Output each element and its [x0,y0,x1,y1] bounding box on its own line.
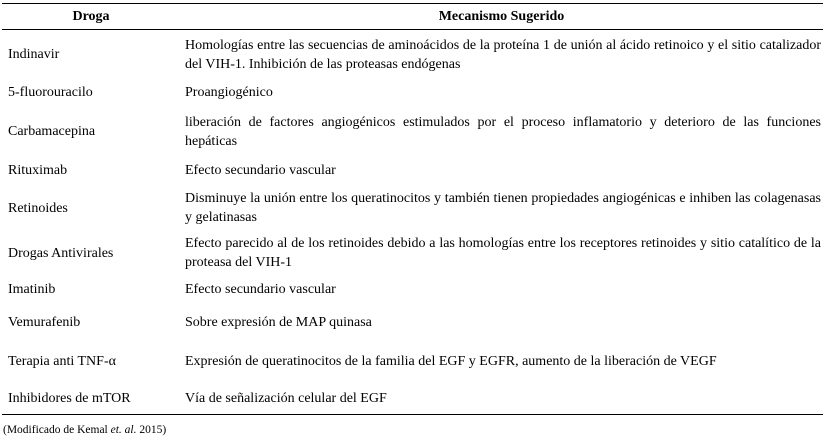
header-drug: Droga [2,4,180,30]
drug-cell: Rituximab [8,163,68,178]
mechanism-cell: Efecto secundario vascular [185,163,336,178]
table-row [2,158,823,184]
drug-cell: Terapia anti TNF-α [8,353,116,369]
mechanism-cell: Efecto secundario vascular [185,282,336,297]
mechanism-cell: Disminuye la unión entre los queratinocitos y también tienen propiedades angiogénicas e inhiben las colagenasas y gelatinasas [185,191,821,225]
table-row [2,233,823,274]
mechanism-cell: liberación de factores angiogénicos estimulados por el proceso inflamatorio y deterioro de las funciones hepáticas [185,114,821,149]
table-row [2,184,823,233]
source-prefix: (Modificado de Kemal [3,424,108,436]
table-header-row [2,4,823,30]
source-italic: et. al. [110,424,137,436]
drug-cell: Retinoides [8,200,68,216]
mechanism-cell: Vía de señalización celular del EGF [180,384,823,415]
source-suffix: 2015) [139,424,167,436]
table-row [2,274,823,306]
table-row [2,30,823,80]
drug-cell: Inhibidores de mTOR [2,384,180,415]
drug-mechanism-table-container [2,3,823,415]
drug-cell: 5-fluorouracilo [8,85,93,100]
drug-cell: Drogas Antivirales [8,245,114,261]
mechanism-cell: Proangiogénico [185,85,273,100]
drug-cell: Imatinib [8,282,56,297]
source-citation [3,423,166,437]
table-row [2,80,823,106]
mechanism-cell: Sobre expresión de MAP quinasa [185,314,372,330]
table-row [2,339,823,384]
drug-cell: Vemurafenib [8,314,81,330]
header-mechanism: Mecanismo Sugerido [180,4,823,30]
drug-cell: Indinavir [8,47,60,63]
drug-mechanism-table [2,3,823,415]
mechanism-cell: Expresión de queratinocitos de la familia del EGF y EGFR, aumento de la liberación de VEGF [185,353,717,369]
table-row [2,106,823,158]
table-row [2,306,823,339]
table-row [2,384,823,415]
mechanism-cell: Homologías entre las secuencias de aminoácidos de la proteína 1 de unión al ácido retinoico y el sitio catalizador del VIH-1. Inhibición de las proteasas endógenas [185,37,821,72]
drug-cell: Carbamacepina [8,124,96,139]
mechanism-cell: Efecto parecido al de los retinoides debido a las homologías entre los receptores retinoides y sitio catalítico de la proteasa del VIH-1 [185,236,821,270]
